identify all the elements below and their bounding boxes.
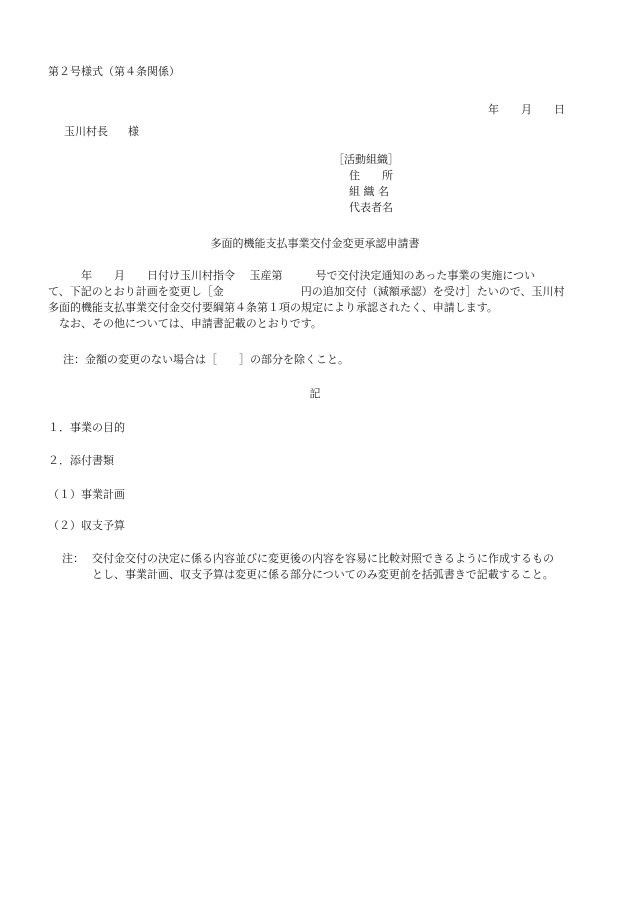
applicant-org-name-label: 組 織 名 (349, 185, 389, 198)
item-attachments: ２．添付書類 (48, 454, 114, 467)
body-paragraph (48, 268, 588, 332)
bottom-note-label: 注： (62, 552, 84, 565)
date-line (488, 102, 565, 117)
form-number: 第２号様式（第４条関係） (48, 65, 180, 78)
addressee (64, 124, 139, 139)
applicant-block (333, 152, 399, 216)
applicant-address-label: 住 所 (349, 169, 393, 182)
ki-heading: 記 (309, 387, 321, 400)
item-budget: （２）収支予算 (48, 519, 125, 532)
bottom-note-line2: とし、事業計画、収支予算は変更に係る部分についてのみ変更前を括弧書きで記載すること。 (92, 568, 554, 581)
body-line: 多面的機能支払事業交付金交付要綱第４条第１項の規定により承認されたく、申請します。 (48, 301, 498, 314)
bottom-note (62, 551, 554, 566)
amount-note: 注：金額の変更のない場合は［ ］の部分を除くこと。 (63, 353, 349, 366)
document-title: 多面的機能支払事業交付金変更承認申請書 (210, 237, 420, 250)
body-line: て、下記のとおり計画を変更し［金 円の追加交付（減額承認）を受け］たいので、玉川村 (48, 285, 565, 298)
applicant-representative-label: 代表者名 (349, 201, 393, 214)
body-line: なお、その他については、申請書記載のとおりです。 (48, 317, 322, 330)
bottom-note-line1: 交付金交付の決定に係る内容並びに変更後の内容を容易に比較対照できるように作成するもの (92, 552, 554, 565)
date-year: 年 (488, 103, 499, 116)
item-business-plan: （１）事業計画 (48, 488, 125, 501)
body-line: 年 月 日付け玉川村指令 玉産第 号で交付決定通知のあった事業の実施につい (48, 269, 536, 282)
date-day: 日 (554, 103, 565, 116)
item-purpose: １．事業の目的 (48, 421, 125, 434)
addressee-honorific: 様 (128, 125, 139, 138)
addressee-name: 玉川村長 (64, 125, 108, 138)
applicant-group-label: ［活動組織］ (333, 153, 399, 166)
date-month: 月 (521, 103, 532, 116)
